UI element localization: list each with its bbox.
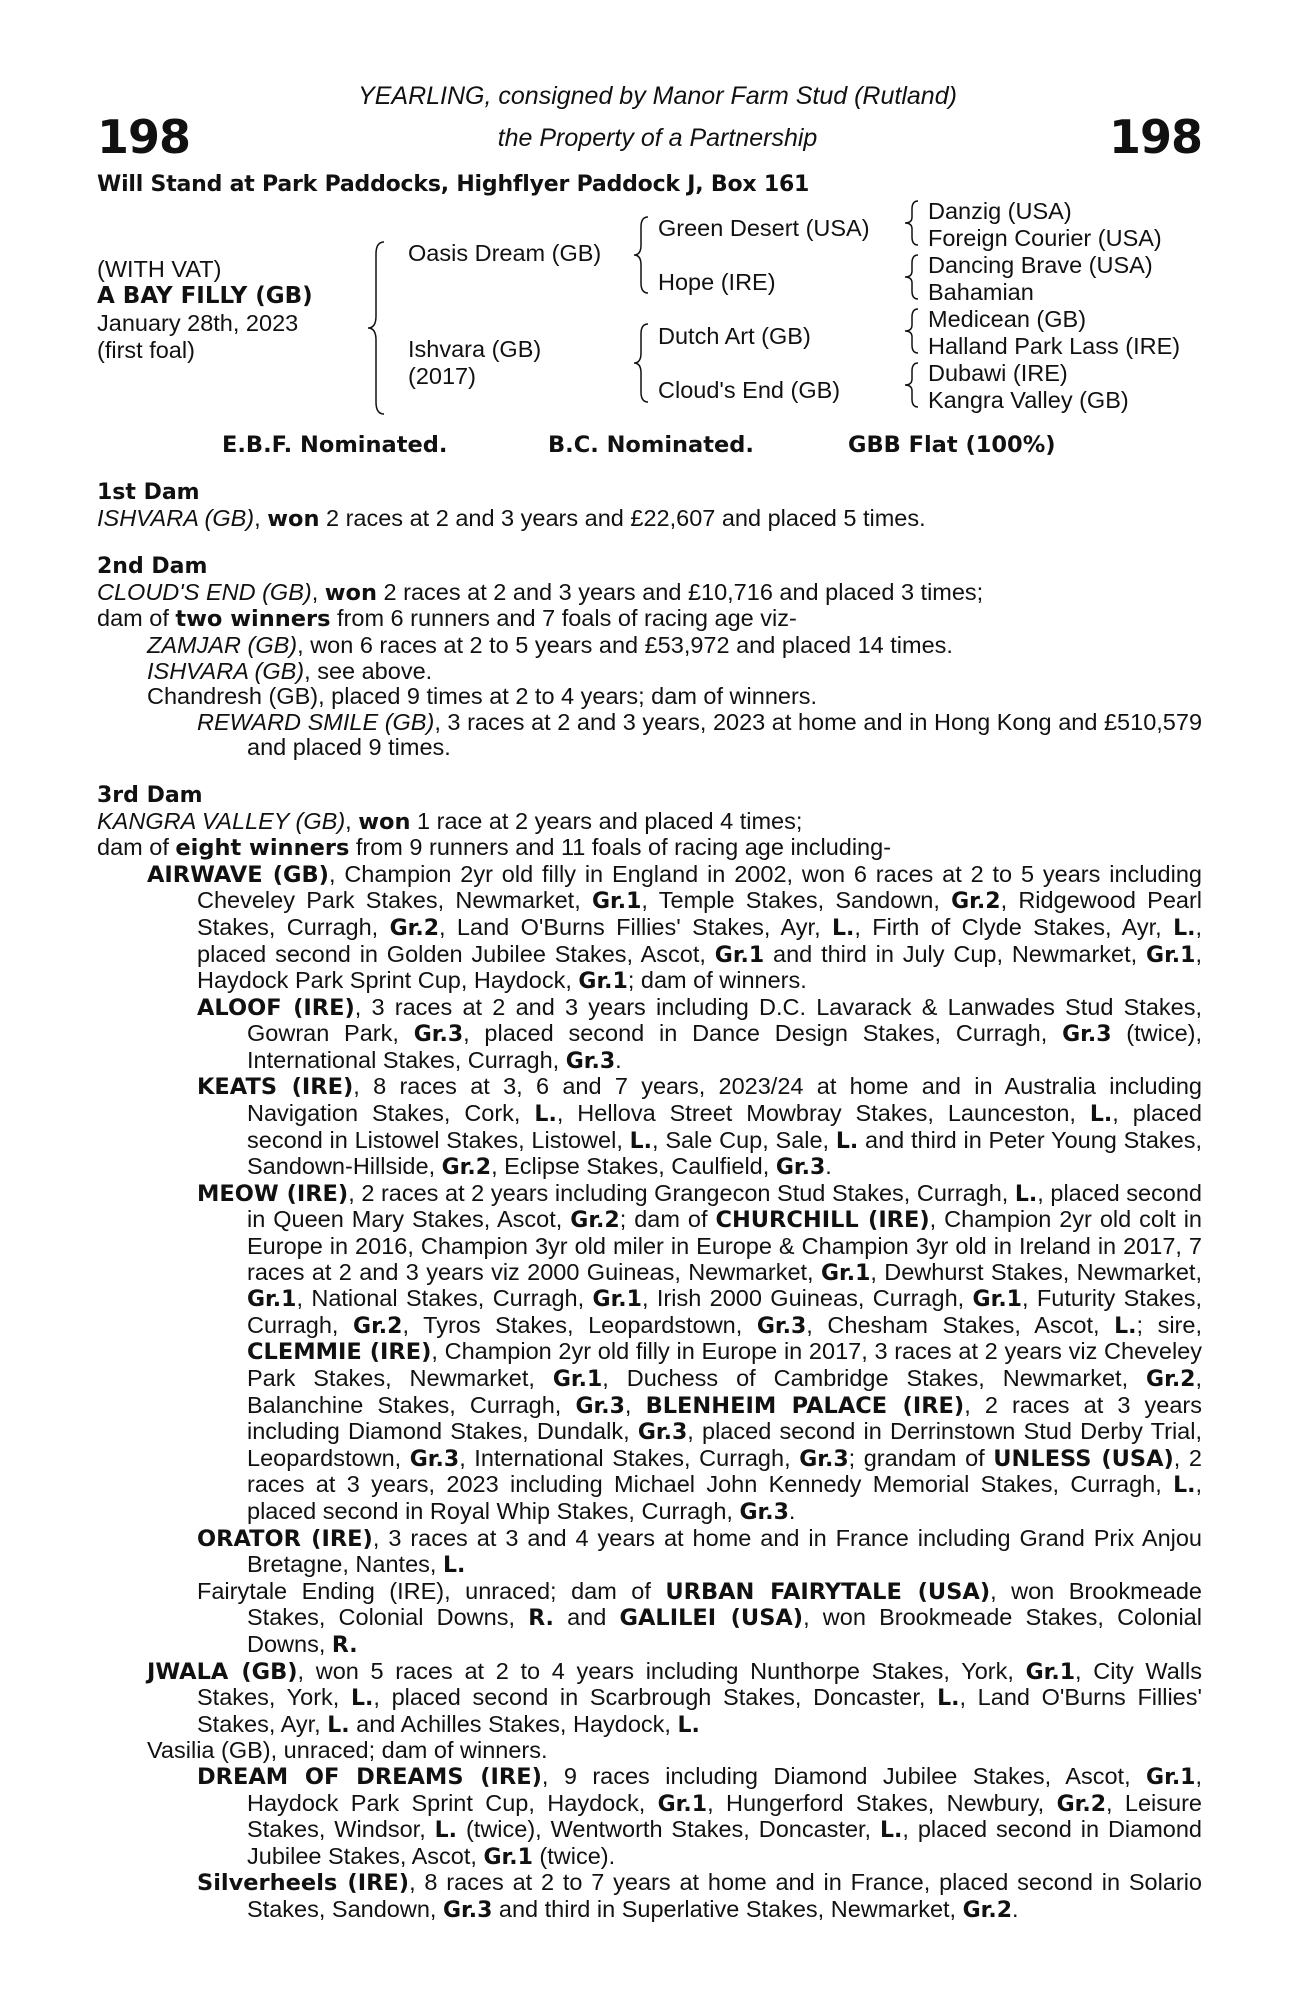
g3-ancestor: Foreign Courier (USA): [928, 225, 1162, 251]
foaling-date: January 28th, 2023: [97, 310, 299, 336]
pedigree-brace-g3-1: [900, 199, 922, 247]
pedigree-brace-dam: [628, 322, 654, 404]
owner-line: the Property of a Partnership: [497, 124, 818, 152]
produce-entry-fairytale: Fairytale Ending (IRE), unraced; dam of URBAN FAIRYTALE (USA), won Brookmeade Stakes, Colonial Downs, R. and GALILEI (USA), won Brookmeade Stakes, Colonial Downs, R.: [197, 1577, 1202, 1658]
dam-year: (2017): [408, 363, 476, 389]
produce-entry: REWARD SMILE (GB), 3 races at 2 and 3 years, 2023 at home and in Hong Kong and £510,579 and placed 9 times.: [197, 708, 1203, 761]
dam: Ishvara (GB): [408, 336, 542, 362]
consignor-line: YEARLING, consigned by Manor Farm Stud (Rutland): [358, 82, 957, 110]
first-dam-heading: 1st Dam: [97, 480, 200, 505]
third-dam-heading: 3rd Dam: [97, 782, 203, 808]
g3-ancestor: Kangra Valley (GB): [928, 387, 1129, 413]
ebf-nomination: E.B.F. Nominated.: [222, 432, 448, 458]
pedigree-brace-sire: [628, 215, 654, 295]
g3-ancestor: Bahamian: [928, 279, 1034, 305]
first-dam-section: [97, 480, 1202, 532]
second-dam-section: [97, 554, 1202, 761]
catalogue-notes: [97, 480, 1202, 1923]
first-dam-record: ISHVARA (GB), won 2 races at 2 and 3 years and £22,607 and placed 5 times.: [97, 504, 926, 532]
sire: Oasis Dream (GB): [408, 240, 602, 266]
foal-note: (first foal): [97, 337, 195, 363]
stand-location: Will Stand at Park Paddocks, Highflyer Paddock J, Box 161: [97, 172, 810, 197]
g3-ancestor: Halland Park Lass (IRE): [928, 333, 1181, 359]
produce-entry: Chandresh (GB), placed 9 times at 2 to 4 years; dam of winners.: [147, 683, 818, 710]
sire-dam: Hope (IRE): [658, 269, 776, 295]
produce-entry: ZAMJAR (GB), won 6 races at 2 to 5 years and £53,972 and placed 14 times.: [147, 631, 953, 658]
second-dam-produce: dam of two winners from 6 runners and 7 foals of racing age viz-: [97, 605, 797, 633]
dam-sire: Dutch Art (GB): [658, 323, 811, 349]
produce-entry-meow: MEOW (IRE), 2 races at 2 years including Grangecon Stud Stakes, Curragh, L., placed second in Queen Mary Stakes, Ascot, Gr.2; dam of CHURCHILL (IRE), Champion 2yr old colt in Europe in 2016, Champion 3yr old miler in Europe & Champion 3yr old in Ireland in 2017, 7 races at 2 and 3 years viz 2000 Guineas, Newmarket, Gr.1, Dewhurst Stakes, Newmarket, Gr.1, National Stakes, Curragh, Gr.1, Irish 2000 Guineas, Curragh, Gr.1, Futurity Stakes, Curragh, Gr.2, Tyros Stakes, Leopardstown, Gr.3, Chesham Stakes, Ascot, L.; sire, CLEMMIE (IRE), Champion 2yr old filly in Europe in 2017, 3 races at 2 years viz Cheveley Park Stakes, Newmarket, Gr.1, Duchess of Cambridge Stakes, Newmarket, Gr.2, Balanchine Stakes, Curragh, Gr.3, BLENHEIM PALACE (IRE), 2 races at 3 years including Diamond Stakes, Dundalk, Gr.3, placed second in Derrinstown Stud Derby Trial, Leopardstown, Gr.3, International Stakes, Curragh, Gr.3; grandam of UNLESS (USA), 2 races at 3 years, 2023 including Michael John Kennedy Memorial Stakes, Curragh, L., placed second in Royal Whip Stakes, Curragh, Gr.3.: [197, 1179, 1203, 1525]
g3-ancestor: Danzig (USA): [928, 198, 1072, 224]
pedigree-brace-g3-3: [900, 307, 922, 355]
horse-name: A BAY FILLY (GB): [97, 283, 313, 309]
produce-entry-airwave: AIRWAVE (GB), Champion 2yr old filly in England in 2002, won 6 races at 2 to 5 years including Cheveley Park Stakes, Newmarket, Gr.1, Temple Stakes, Sandown, Gr.2, Ridgewood Pearl Stakes, Curragh, Gr.2, Land O'Burns Fillies' Stakes, Ayr, L., Firth of Clyde Stakes, Ayr, L., placed second in Golden Jubilee Stakes, Ascot, Gr.1 and third in July Cup, Newmarket, Gr.1, Haydock Park Sprint Cup, Haydock, Gr.1; dam of winners.: [147, 860, 1203, 995]
bc-nomination: B.C. Nominated.: [548, 432, 754, 458]
third-dam-section: [97, 783, 1202, 1924]
third-dam-produce: dam of eight winners from 9 runners and 11 foals of racing age including-: [97, 834, 892, 862]
dam-dam: Cloud's End (GB): [658, 377, 841, 403]
produce-entry: ISHVARA (GB), see above.: [147, 657, 433, 684]
lot-number-right: 198: [1108, 110, 1202, 164]
third-dam-record: KANGRA VALLEY (GB), won 1 race at 2 years and placed 4 times;: [97, 807, 803, 835]
second-dam-heading: 2nd Dam: [97, 554, 208, 580]
pedigree-brace-main: [362, 240, 392, 416]
g3-ancestor: Dancing Brave (USA): [928, 252, 1153, 278]
produce-entry-dream: DREAM OF DREAMS (IRE), 9 races including Diamond Jubilee Stakes, Ascot, Gr.1, Haydock Park Sprint Cup, Haydock, Gr.1, Hungerford Stakes, Newbury, Gr.2, Leisure Stakes, Windsor, L. (twice), Wentworth Stakes, Doncaster, L., placed second in Diamond Jubilee Stakes, Ascot, Gr.1 (twice).: [197, 1762, 1203, 1870]
g3-ancestor: Dubawi (IRE): [928, 360, 1068, 386]
produce-entry-silverheels: Silverheels (IRE), 8 races at 2 to 7 years at home and in France, placed second in Solario Stakes, Sandown, Gr.3 and third in Superlative Stakes, Newmarket, Gr.2.: [197, 1869, 1202, 1923]
produce-entry-aloof: ALOOF (IRE), 3 races at 2 and 3 years including D.C. Lavarack & Lanwades Stud Stakes, Gowran Park, Gr.3, placed second in Dance Design Stakes, Curragh, Gr.3 (twice), International Stakes, Curragh, Gr.3.: [197, 993, 1202, 1074]
produce-entry-vasilia: Vasilia (GB), unraced; dam of winners.: [147, 1737, 548, 1764]
produce-entry-jwala: JWALA (GB), won 5 races at 2 to 4 years including Nunthorpe Stakes, York, Gr.1, City Walls Stakes, York, L., placed second in Scarbrough Stakes, Doncaster, L., Land O'Burns Fillies' Stakes, Ayr, L. and Achilles Stakes, Haydock, L.: [147, 1657, 1202, 1738]
vat-note: (WITH VAT): [97, 256, 222, 282]
produce-entry-keats: KEATS (IRE), 8 races at 3, 6 and 7 years, 2023/24 at home and in Australia including Navigation Stakes, Cork, L., Hellova Street Mowbray Stakes, Launceston, L., placed second in Listowel Stakes, Listowel, L., Sale Cup, Sale, L. and third in Peter Young Stakes, Sandown-Hillside, Gr.2, Eclipse Stakes, Caulfield, Gr.3.: [197, 1073, 1202, 1181]
lot-number-left: 198: [97, 110, 191, 164]
g3-ancestor: Medicean (GB): [928, 306, 1087, 332]
gbb-nomination: GBB Flat (100%): [848, 432, 1056, 458]
second-dam-record: CLOUD'S END (GB), won 2 races at 2 and 3 years and £10,716 and placed 3 times;: [97, 578, 984, 606]
sire-sire: Green Desert (USA): [658, 215, 870, 241]
pedigree-brace-g3-2: [900, 253, 922, 301]
pedigree-brace-g3-4: [900, 361, 922, 409]
produce-entry-orator: ORATOR (IRE), 3 races at 3 and 4 years at home and in France including Grand Prix Anjou Bretagne, Nantes, L.: [197, 1524, 1202, 1579]
